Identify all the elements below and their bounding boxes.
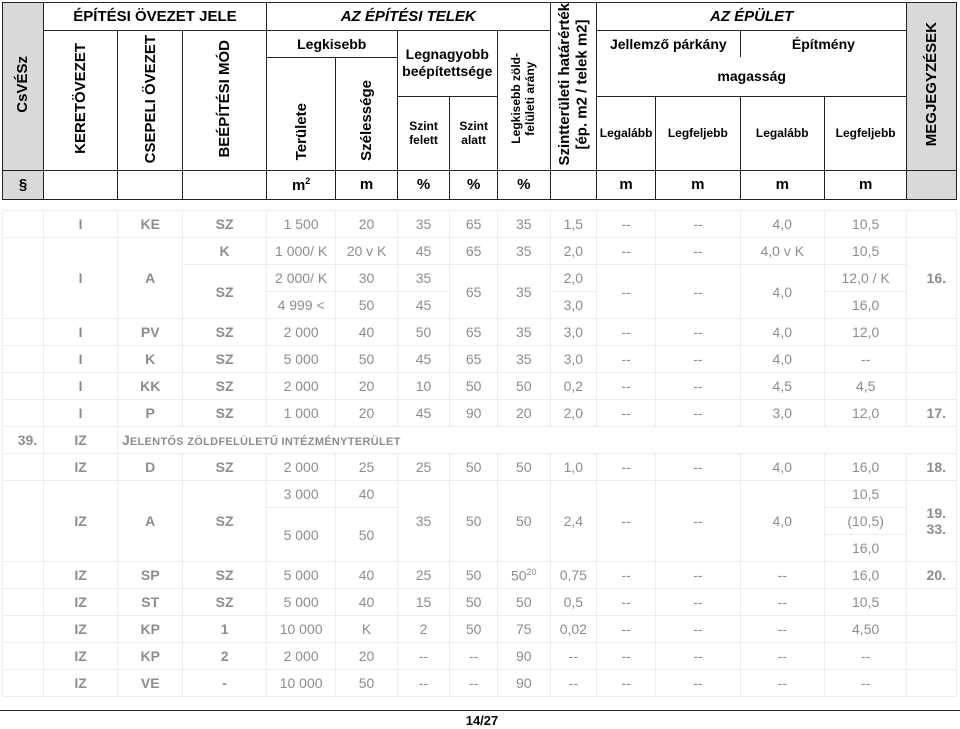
section-title: JELENTŐS ZÖLDFELÜLETŰ INTÉZMÉNYTERÜLET <box>118 427 957 454</box>
table-row: 4 999 < 50 45 3,0 16,0 <box>3 292 957 319</box>
unit-m: m <box>656 170 740 199</box>
building-mode-header: BEÉPÍTÉSI MÓD <box>183 31 266 171</box>
green-ratio-header: Legkisebb zöld- felületi arány <box>497 31 550 171</box>
unit-m: m <box>740 170 824 199</box>
unit-m2: $m^2$ <box>266 170 336 199</box>
csvesz-header: CsVÉSz <box>3 3 44 171</box>
section-number: 39. <box>3 427 44 454</box>
table-row: IZ D SZ 2 000 25 25 50 50 1,0 -- -- 4,0 16,0 18. <box>3 454 957 481</box>
table-row: IZ ST SZ 5 000 40 15 50 50 0,5 -- -- -- 10,5 <box>3 589 957 616</box>
unit-pct: % <box>497 170 550 199</box>
table-row: I PV SZ 2 000 40 50 65 35 3,0 -- -- 4,0 12,0 <box>3 319 957 346</box>
note-ref: 18. <box>907 454 957 481</box>
note-ref: 20. <box>907 562 957 589</box>
table-row: 5 000 50 (10,5) <box>3 508 957 535</box>
cornice-header: Jellemző párkány <box>597 31 740 58</box>
max-coverage-header: Legnagyobb beépítettsége <box>397 31 497 97</box>
section-row <box>3 427 957 454</box>
table-row: I P SZ 1 000 20 45 90 20 2,0 -- -- 3,0 12,0 17. <box>3 400 957 427</box>
table-row: I K SZ 5 000 50 45 65 35 3,0 -- -- 4,0 -- <box>3 346 957 373</box>
note-ref: 19. 33. <box>907 481 957 562</box>
unit-m: m <box>824 170 906 199</box>
zoning-table-body <box>2 210 957 697</box>
minimum-header: Legkisebb <box>266 31 397 58</box>
width-header: Szélessége <box>336 57 397 170</box>
table-row: 16,0 <box>3 535 957 562</box>
csepel-zone-header: CSEPELI ÖVEZET <box>118 31 183 171</box>
table-row: I KE SZ 1 500 20 35 65 35 1,5 -- -- 4,0 10,5 <box>3 211 957 238</box>
structure-max-header: Legfeljebb <box>824 96 906 170</box>
table-row: IZ VE - 10 000 50 -- -- 90 -- -- -- -- -- <box>3 670 957 697</box>
unit-pct: % <box>397 170 450 199</box>
area-header: Területe <box>266 57 336 170</box>
building-plot-header: AZ ÉPÍTÉSI TELEK <box>266 3 550 31</box>
cornice-max-header: Legfeljebb <box>656 96 740 170</box>
above-ground-header: Szint felett <box>397 96 450 170</box>
table-row: I A K 1 000/ K 20 v K 45 65 35 2,0 -- -- 4,0 v K 10,5 16. <box>3 238 957 265</box>
floor-area-ratio-header: Szintterületi határérték [ép. m2 / telek m2] <box>550 3 596 171</box>
section-code: IZ <box>44 427 118 454</box>
table-row: I KK SZ 2 000 20 10 50 50 0,2 -- -- 4,5 4,5 <box>3 373 957 400</box>
table-row: IZ SP SZ 5 000 40 25 50 $50^{20}$ 0,75 -- -- -- 16,0 20. <box>3 562 957 589</box>
frame-zone-header: KERETÖVEZET <box>44 31 118 171</box>
unit-pct: % <box>450 170 497 199</box>
cornice-min-header: Legalább <box>597 96 656 170</box>
table-row: SZ 2 000/ K 30 35 65 35 2,0 -- -- 4,0 12,0 / K <box>3 265 957 292</box>
table-row: IZ A SZ 3 000 40 35 50 50 2,4 -- -- 4,0 10,5 19. 33. <box>3 481 957 508</box>
zone-code-header: ÉPÍTÉSI ÖVEZET JELE <box>44 3 267 31</box>
below-ground-header: Szint alatt <box>450 96 497 170</box>
note-ref: 16. <box>907 238 957 319</box>
height-header: magasság <box>597 57 907 96</box>
unit-m: m <box>597 170 656 199</box>
zoning-table-header <box>2 2 957 200</box>
table-row: IZ KP 1 10 000 K 2 50 75 0,02 -- -- -- 4,50 <box>3 616 957 643</box>
structure-min-header: Legalább <box>740 96 824 170</box>
note-ref: 17. <box>907 400 957 427</box>
section-sign: § <box>3 170 44 199</box>
page-number: 14/27 <box>465 713 499 728</box>
building-header: AZ ÉPÜLET <box>597 3 907 31</box>
unit-m: m <box>336 170 397 199</box>
notes-header: MEGJEGYZÉSEK <box>907 3 957 171</box>
structure-header: Építmény <box>740 31 907 58</box>
table-row: IZ KP 2 2 000 20 -- -- 90 -- -- -- -- -- <box>3 643 957 670</box>
